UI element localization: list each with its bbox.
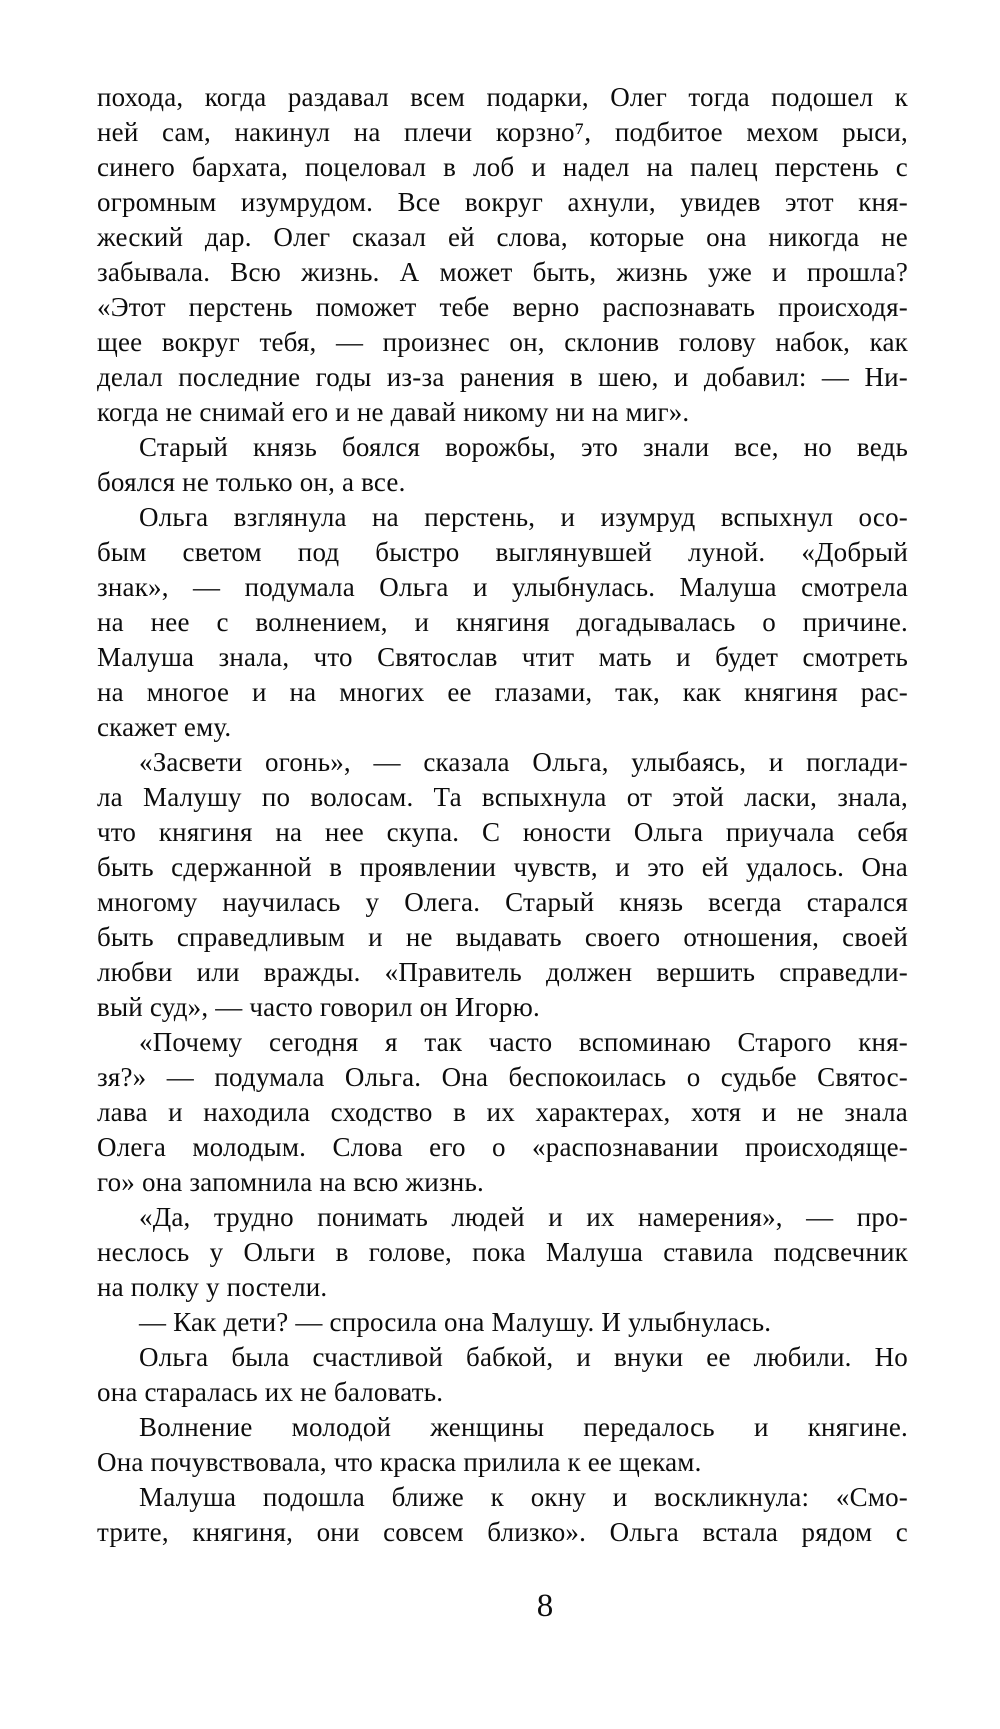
text-line: щее вокруг тебя, — произнес он, склонив голову набок, как bbox=[97, 327, 908, 357]
paragraph bbox=[97, 745, 908, 1025]
text-line: Ольга взглянула на перстень, и изумруд вспыхнул осо- bbox=[139, 502, 908, 532]
text-line: «Почему сегодня я так часто вспоминаю Старого кня- bbox=[139, 1027, 908, 1057]
text-line: на полку у постели. bbox=[97, 1272, 328, 1302]
paragraph bbox=[97, 430, 908, 500]
text-line: жеский дар. Олег сказал ей слова, которые она никогда не bbox=[97, 222, 908, 252]
text-line: Волнение молодой женщины передалось и княгине. bbox=[139, 1412, 908, 1442]
text-line: похода, когда раздавал всем подарки, Олег тогда подошел к bbox=[97, 82, 908, 112]
text-line: огромным изумрудом. Все вокруг ахнули, увидев этот кня- bbox=[97, 187, 908, 217]
text-line: многому научилась у Олега. Старый князь всегда старался bbox=[97, 887, 908, 917]
text-line: Олега молодым. Слова его о «распознавании происходяще- bbox=[97, 1132, 908, 1162]
text-line: когда не снимай его и не давай никому ни на миг». bbox=[97, 397, 690, 427]
text-line: ней сам, накинул на плечи корзно⁷, подбитое мехом рыси, bbox=[97, 117, 908, 147]
text-line: быть сдержанной в проявлении чувств, и это ей удалось. Она bbox=[97, 852, 908, 882]
text-line: быть справедливым и не выдавать своего отношения, своей bbox=[97, 922, 908, 952]
text-line: что княгиня на нее скупа. С юности Ольга приучала себя bbox=[97, 817, 908, 847]
page-number: 8 bbox=[536, 1588, 554, 1624]
text-line: го» она запомнила на всю жизнь. bbox=[97, 1167, 484, 1197]
paragraph bbox=[97, 1340, 908, 1410]
text-line: — Как дети? — спросила она Малушу. И улыбнулась. bbox=[139, 1307, 772, 1337]
text-line: Старый князь боялся ворожбы, это знали все, но ведь bbox=[139, 432, 908, 462]
text-line: на нее с волнением, и княгиня догадывалась о причине. bbox=[97, 607, 908, 637]
text-line: «Да, трудно понимать людей и их намерения», — про- bbox=[139, 1202, 908, 1232]
text-line: Малуша знала, что Святослав чтит мать и будет смотреть bbox=[97, 642, 908, 672]
paragraph bbox=[97, 1025, 908, 1200]
text-line: любви или вражды. «Правитель должен вершить справедли- bbox=[97, 957, 908, 987]
text-line: бым светом под быстро выглянувшей луной. «Добрый bbox=[97, 537, 908, 567]
text-line: «Этот перстень поможет тебе верно распознавать происходя- bbox=[97, 292, 908, 322]
text-line: скажет ему. bbox=[97, 712, 232, 742]
text-block bbox=[97, 80, 908, 1550]
text-line: боялся не только он, а все. bbox=[97, 467, 406, 497]
text-line: делал последние годы из-за ранения в шею, и добавил: — Ни- bbox=[97, 362, 908, 392]
text-line: вый суд», — часто говорил он Игорю. bbox=[97, 992, 540, 1022]
paragraph bbox=[97, 1200, 908, 1305]
text-line: забывала. Всю жизнь. А может быть, жизнь уже и прошла? bbox=[97, 257, 908, 287]
text-line: Она почувствовала, что краска прилила к ее щекам. bbox=[97, 1447, 702, 1477]
paragraph bbox=[97, 80, 908, 430]
text-line: «Засвети огонь», — сказала Ольга, улыбаясь, и поглади- bbox=[139, 747, 908, 777]
paragraph bbox=[97, 1480, 908, 1550]
text-line: Ольга была счастливой бабкой, и внуки ее любили. Но bbox=[139, 1342, 908, 1372]
text-line: Малуша подошла ближе к окну и воскликнула: «Смо- bbox=[139, 1482, 908, 1512]
text-line: она старалась их не баловать. bbox=[97, 1377, 444, 1407]
paragraph bbox=[97, 500, 908, 745]
text-line: синего бархата, поцеловал в лоб и надел на палец перстень с bbox=[97, 152, 908, 182]
text-line: зя?» — подумала Ольга. Она беспокоилась о судьбе Святос- bbox=[97, 1062, 908, 1092]
paragraph bbox=[97, 1410, 908, 1480]
paragraph bbox=[97, 1305, 908, 1340]
text-line: на многое и на многих ее глазами, так, как княгиня рас- bbox=[97, 677, 908, 707]
text-line: ла Малушу по волосам. Та вспыхнула от этой ласки, знала, bbox=[97, 782, 908, 812]
text-line: знак», — подумала Ольга и улыбнулась. Малуша смотрела bbox=[97, 572, 908, 602]
text-line: трите, княгиня, они совсем близко». Ольга встала рядом с bbox=[97, 1517, 908, 1547]
text-line: лава и находила сходство в их характерах, хотя и не знала bbox=[97, 1097, 908, 1127]
text-line: неслось у Ольги в голове, пока Малуша ставила подсвечник bbox=[97, 1237, 908, 1267]
